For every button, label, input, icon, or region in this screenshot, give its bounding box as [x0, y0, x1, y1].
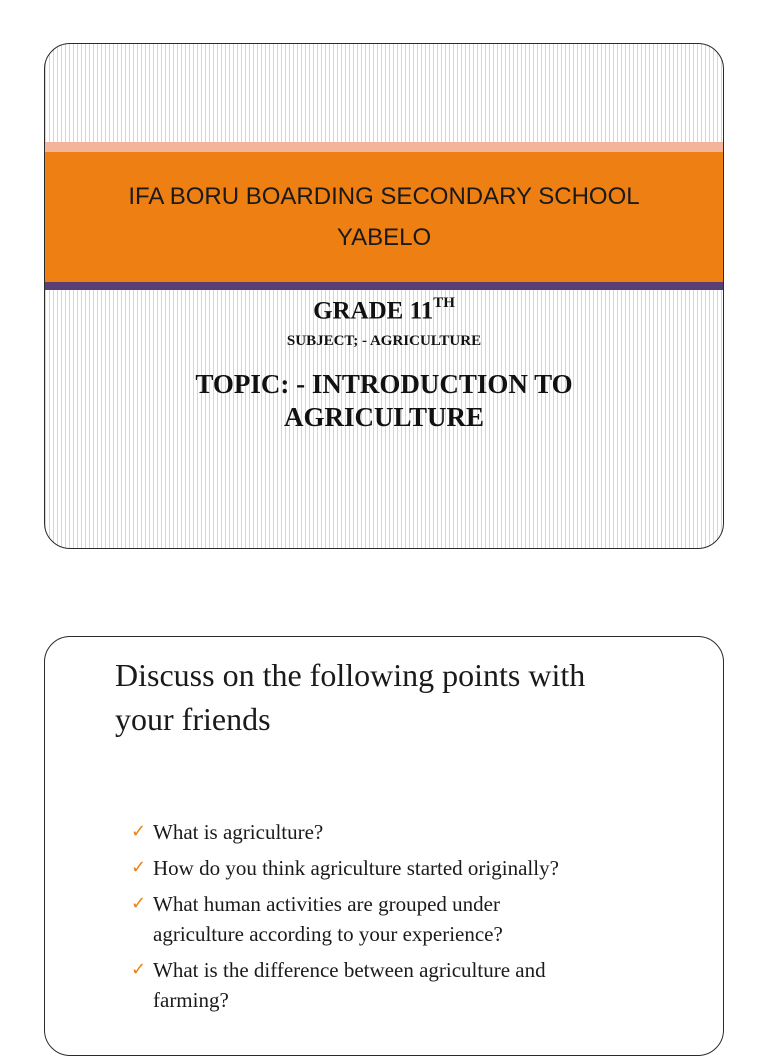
topic-line2: AGRICULTURE — [283, 402, 485, 432]
topic-title — [45, 368, 723, 434]
subject-line: SUBJECT; - AGRICULTURE — [286, 333, 482, 349]
topic-line1: TOPIC: - INTRODUCTION TO — [195, 369, 573, 399]
bullet-line1: What is the difference between agriculture and — [153, 958, 546, 982]
bullet-line2: agriculture according to your experience? — [153, 922, 503, 946]
bullet-line1: How do you think agriculture started originally? — [153, 856, 559, 880]
grade-suffix: TH — [433, 295, 455, 311]
discussion-slide — [44, 636, 724, 1056]
grade-text: GRADE 11 — [313, 297, 434, 325]
title-slide — [44, 43, 724, 549]
bullet-line1: What human activities are grouped under — [153, 892, 500, 916]
bullet-line2: farming? — [153, 988, 229, 1012]
check-icon: ✓ — [131, 959, 147, 980]
slide-heading — [115, 653, 675, 741]
check-icon: ✓ — [131, 821, 147, 842]
list-item — [131, 817, 691, 847]
list-item — [131, 889, 691, 949]
school-name-line2: YABELO — [336, 224, 432, 251]
heading-line2: your friends — [115, 701, 271, 737]
bullet-line1: What is agriculture? — [153, 820, 324, 844]
discussion-list — [131, 817, 691, 1021]
school-name-line1: IFA BORU BOARDING SECONDARY SCHOOL — [128, 183, 640, 210]
title-band — [45, 142, 723, 290]
list-item — [131, 853, 691, 883]
heading-line1: Discuss on the following points with — [115, 657, 586, 693]
check-icon: ✓ — [131, 893, 147, 914]
grade-title — [45, 297, 723, 325]
list-item — [131, 955, 691, 1015]
check-icon: ✓ — [131, 857, 147, 878]
